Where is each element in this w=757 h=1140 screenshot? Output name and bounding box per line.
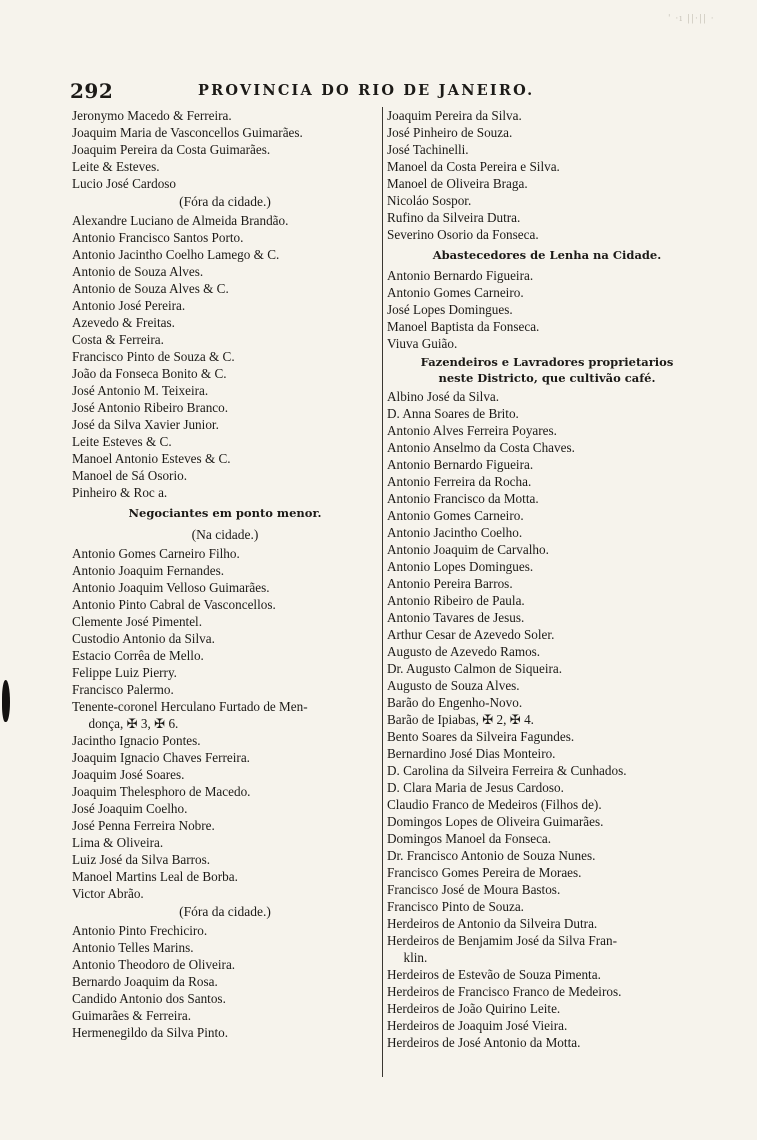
list-entry: Severino Osorio da Fonseca. [387, 227, 539, 242]
right-lenha-list [387, 267, 707, 352]
list-entry: Clemente José Pimentel. [72, 614, 203, 629]
heading-fazendeiros-line-2: neste Districto, que cultivão café. [438, 371, 656, 385]
list-entry: Custodio Antonio da Silva. [72, 631, 215, 646]
list-entry: D. Carolina da Silveira Ferreira & Cunhados. [387, 763, 627, 778]
list-entry: José Joaquim Coelho. [72, 801, 188, 816]
list-entry: Herdeiros de Benjamim José da Silva Fran- [387, 933, 617, 948]
list-entry: Antonio José Pereira. [72, 298, 186, 313]
heading-fazendeiros [387, 354, 707, 386]
list-entry: Manoel Baptista da Fonseca. [387, 319, 540, 334]
list-entry: Bernardino José Dias Monteiro. [387, 746, 556, 761]
list-entry: Antonio Alves Ferreira Poyares. [387, 423, 557, 438]
list-entry: Antonio Pinto Cabral de Vasconcellos. [72, 597, 276, 612]
list-entry: Antonio Jacintho Coelho. [387, 525, 523, 540]
list-entry: Viuva Guião. [387, 336, 458, 351]
list-entry: Antonio de Souza Alves. [72, 264, 204, 279]
list-entry: Augusto de Souza Alves. [387, 678, 520, 693]
list-entry: Francisco Palermo. [72, 682, 174, 697]
list-entry: Tenente-coronel Herculano Furtado de Men- [72, 699, 308, 714]
list-entry: Dr. Francisco Antonio de Souza Nunes. [387, 848, 596, 863]
subheading-fora-cidade-2: (Fóra da cidade.) [179, 904, 271, 919]
ink-blot [2, 680, 10, 722]
page-number: 292 [70, 79, 114, 103]
list-entry: Francisco Gomes Pereira de Moraes. [387, 865, 582, 880]
margin-smudge: ' ·ı ||·|| · [668, 14, 715, 24]
list-entry: Bernardo Joaquim da Rosa. [72, 974, 218, 989]
list-entry: Antonio Bernardo Figueira. [387, 457, 534, 472]
list-entry: Pinheiro & Roc a. [72, 485, 168, 500]
list-entry: Antonio Tavares de Jesus. [387, 610, 525, 625]
list-entry: Claudio Franco de Medeiros (Filhos de). [387, 797, 602, 812]
subheading-fora-cidade-1: (Fóra da cidade.) [179, 194, 271, 209]
subheading-na-cidade: (Na cidade.) [191, 527, 259, 542]
list-entry: Manoel de Sá Osorio. [72, 468, 188, 483]
list-entry: Antonio Bernardo Figueira. [387, 268, 534, 283]
running-title: PROVINCIA DO RIO DE JANEIRO. [198, 82, 535, 99]
list-entry: Antonio Ribeiro de Paula. [387, 593, 525, 608]
list-entry: Manoel da Costa Pereira e Silva. [387, 159, 560, 174]
list-entry: klin. [387, 950, 428, 965]
list-entry: Antonio Jacintho Coelho Lamego & C. [72, 247, 280, 262]
list-entry: Antonio Gomes Carneiro. [387, 285, 524, 300]
list-entry: Azevedo & Freitas. [72, 315, 175, 330]
list-entry: Antonio Francisco da Motta. [387, 491, 539, 506]
list-entry: Antonio Lopes Domingues. [387, 559, 534, 574]
left-na-cidade-list [72, 545, 378, 902]
list-entry: Francisco Pinto de Souza. [387, 899, 524, 914]
list-entry: Domingos Manoel da Fonseca. [387, 831, 552, 846]
list-entry: Antonio Joaquim Velloso Guimarães. [72, 580, 270, 595]
list-entry: Antonio Joaquim de Carvalho. [387, 542, 549, 557]
list-entry: Herdeiros de João Quirino Leite. [387, 1001, 561, 1016]
right-fazendeiros-list [387, 388, 707, 1051]
list-entry: Augusto de Azevedo Ramos. [387, 644, 541, 659]
list-entry: José Antonio M. Teixeira. [72, 383, 209, 398]
list-entry: Rufino da Silveira Dutra. [387, 210, 521, 225]
list-entry: Manoel Antonio Esteves & C. [72, 451, 231, 466]
left-column [72, 107, 378, 1041]
list-entry: Guimarães & Ferreira. [72, 1008, 192, 1023]
list-entry: Antonio Francisco Santos Porto. [72, 230, 244, 245]
list-entry: Leite & Esteves. [72, 159, 160, 174]
list-entry: José Penna Ferreira Nobre. [72, 818, 215, 833]
heading-negociantes: Negociantes em ponto menor. [128, 506, 322, 520]
list-entry: Domingos Lopes de Oliveira Guimarães. [387, 814, 604, 829]
list-entry: Herdeiros de Antonio da Silveira Dutra. [387, 916, 598, 931]
list-entry: Francisco José de Moura Bastos. [387, 882, 561, 897]
list-entry: Joaquim Pereira da Costa Guimarães. [72, 142, 271, 157]
list-entry: Joaquim Thelesphoro de Macedo. [72, 784, 251, 799]
list-entry: Dr. Augusto Calmon de Siqueira. [387, 661, 563, 676]
left-fora-list-2 [72, 922, 378, 1041]
list-entry: Joaquim Pereira da Silva. [387, 108, 522, 123]
list-entry: D. Anna Soares de Brito. [387, 406, 519, 421]
list-entry: Antonio Theodoro de Oliveira. [72, 957, 236, 972]
list-entry: José Antonio Ribeiro Branco. [72, 400, 229, 415]
list-entry: Herdeiros de Francisco Franco de Medeiros. [387, 984, 622, 999]
list-entry: Antonio Gomes Carneiro. [387, 508, 524, 523]
list-entry: Herdeiros de Estevão de Souza Pimenta. [387, 967, 601, 982]
left-top-list [72, 107, 378, 192]
list-entry: Hermenegildo da Silva Pinto. [72, 1025, 229, 1040]
list-entry: Antonio de Souza Alves & C. [72, 281, 229, 296]
list-entry: Bento Soares da Silveira Fagundes. [387, 729, 575, 744]
list-entry: Nicoláo Sospor. [387, 193, 472, 208]
list-entry: Antonio Pereira Barros. [387, 576, 513, 591]
list-entry: D. Clara Maria de Jesus Cardoso. [387, 780, 564, 795]
page-header [70, 79, 710, 105]
list-entry: Leite Esteves & C. [72, 434, 172, 449]
list-entry: José da Silva Xavier Junior. [72, 417, 219, 432]
list-entry: José Lopes Domingues. [387, 302, 513, 317]
right-column [387, 107, 707, 1051]
list-entry: José Pinheiro de Souza. [387, 125, 513, 140]
list-entry: Antonio Gomes Carneiro Filho. [72, 546, 240, 561]
list-entry: Joaquim Maria de Vasconcellos Guimarães. [72, 125, 303, 140]
list-entry: Jacintho Ignacio Pontes. [72, 733, 201, 748]
left-fora-list-1 [72, 212, 378, 501]
column-divider [382, 107, 383, 1077]
list-entry: Antonio Ferreira da Rocha. [387, 474, 532, 489]
list-entry: Antonio Joaquim Fernandes. [72, 563, 225, 578]
list-entry: Herdeiros de Joaquim José Vieira. [387, 1018, 568, 1033]
list-entry: Francisco Pinto de Souza & C. [72, 349, 235, 364]
list-entry: Manoel Martins Leal de Borba. [72, 869, 238, 884]
list-entry: Alexandre Luciano de Almeida Brandão. [72, 213, 289, 228]
list-entry: José Tachinelli. [387, 142, 469, 157]
list-entry: Antonio Telles Marins. [72, 940, 194, 955]
list-entry: Albino José da Silva. [387, 389, 500, 404]
list-entry: donça, ✠ 3, ✠ 6. [72, 716, 179, 731]
right-top-list [387, 107, 707, 243]
list-entry: Antonio Anselmo da Costa Chaves. [387, 440, 575, 455]
list-entry: Arthur Cesar de Azevedo Soler. [387, 627, 555, 642]
list-entry: Barão de Ipiabas, ✠ 2, ✠ 4. [387, 712, 534, 727]
list-entry: Candido Antonio dos Santos. [72, 991, 226, 1006]
heading-fazendeiros-line-1: Fazendeiros e Lavradores proprietarios [420, 355, 674, 369]
list-entry: João da Fonseca Bonito & C. [72, 366, 227, 381]
list-entry: Felippe Luiz Pierry. [72, 665, 177, 680]
list-entry: Estacio Corrêa de Mello. [72, 648, 204, 663]
list-entry: Herdeiros de José Antonio da Motta. [387, 1035, 581, 1050]
list-entry: Jeronymo Macedo & Ferreira. [72, 108, 232, 123]
list-entry: Costa & Ferreira. [72, 332, 164, 347]
list-entry: Victor Abrão. [72, 886, 144, 901]
heading-lenha: Abastecedores de Lenha na Cidade. [432, 248, 662, 262]
list-entry: Lucio José Cardoso [72, 176, 177, 191]
list-entry: Joaquim Ignacio Chaves Ferreira. [72, 750, 250, 765]
list-entry: Luiz José da Silva Barros. [72, 852, 211, 867]
list-entry: Barão do Engenho-Novo. [387, 695, 523, 710]
list-entry: Joaquim José Soares. [72, 767, 185, 782]
list-entry: Lima & Oliveira. [72, 835, 164, 850]
list-entry: Antonio Pinto Frechiciro. [72, 923, 208, 938]
list-entry: Manoel de Oliveira Braga. [387, 176, 528, 191]
